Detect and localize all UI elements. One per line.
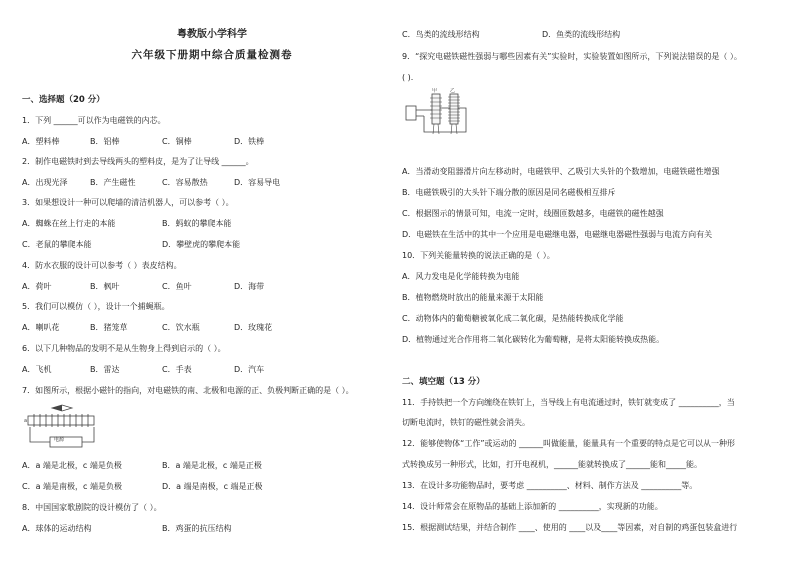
question-stem: 2．制作电磁铁时到去导线两头的塑料皮，是为了让导线 ______。 [22,157,254,166]
option-a: A．荷叶 [22,282,52,291]
option-a: A．当滑动变阻器滑片向左移动时，电磁铁甲、乙吸引大头针的个数增加，电磁铁磁性增强 [402,167,720,176]
question-stem: 3．如果想设计一种可以爬墙的清洁机器人，可以参考（ ）。 [22,198,234,207]
option-d: D．玫瑰花 [234,323,273,332]
fill-question: 11．手持铁把一个方向缠绕在铁钉上，当导线上有电流通过时，铁钉就变成了 __________，当 [402,398,735,407]
option-c: C．手表 [162,365,192,374]
question-stem: 5．我们可以模仿（ ），设计一个捕蝇瓶。 [22,302,170,311]
option-a: A．蜘蛛在丝上行走的本能 [22,219,116,228]
svg-text:a: a [24,418,28,424]
option-d: D．攀壁虎的攀爬本能 [162,240,241,249]
option-a: A．球体的运动结构 [22,524,92,533]
option-c: C．动物体内的葡萄糖被氧化成二氧化碳，是热能转换成化学能 [402,314,624,323]
option-d: D．植物通过光合作用将二氧化碳转化为葡萄糖，是将太阳能转换成热能。 [402,335,665,344]
option-d: D．汽车 [234,365,265,374]
option-c: C．容易散热 [162,178,208,187]
question-stem-continuation: ( ). [402,73,414,82]
fill-question: 15．根据测试结果，并结合制作 ____、使用的 ____以及____等因素，对自制的鸡蛋包装盒进行 [402,523,738,532]
option-d: D．电磁铁在生活中的其中一个应用是电磁继电器，电磁继电器磁性强弱与电流方向有关 [402,230,713,239]
option-d: D．鱼类的流线形结构 [542,30,621,39]
question-stem: 10．下列关能量转换的说法正确的是（ ）。 [402,251,555,260]
fill-question-continuation: 切断电流时，铁钉的磁性就会消失。 [402,418,530,427]
section-title-choice: 一、选择题（20 分） [22,95,105,105]
option-d: D．铁棒 [234,137,265,146]
document-subtitle: 六年级下册期中综合质量检测卷 [131,49,293,61]
option-c: C．根据图示的情景可知，电流一定时，线圈匝数越多，电磁铁的磁性越强 [402,209,664,218]
figure-label-power: 电源 [54,437,65,443]
question-stem: 4．防水衣服的设计可以参考（ ）表皮结构。 [22,261,182,270]
fill-question-continuation: 式转换成另一种形式，比如，打开电视机，______能就转换成了______能和_____能。 [402,460,702,469]
option-d: D．a 端是南极，c 端是正极 [162,482,263,491]
option-c: C．饮水瓶 [162,323,200,332]
option-b: B．鸡蛋的抗压结构 [162,524,232,533]
fill-question: 14．设计师常会在原物品的基础上添加新的 __________，实现新的功能。 [402,502,663,511]
option-b: B．枫叶 [90,282,120,291]
option-b: B．产生磁性 [90,178,136,187]
option-d: D．海带 [234,282,265,291]
option-a: A．飞机 [22,365,52,374]
option-a: A．出现光泽 [22,178,68,187]
option-c: C．铜棒 [162,137,192,146]
option-c: C．a 端是南极，c 端是负极 [22,482,122,491]
question-stem: 7．如图所示，根据小磁针的指向，对电磁铁的南、北极和电源的正、负极判断正确的是（ ）。 [22,386,354,395]
option-a: A．喇叭花 [22,323,60,332]
section-title-fill: 二、填空题（13 分） [402,377,485,387]
option-d: D．容易导电 [234,178,281,187]
option-b: B．雷达 [90,365,120,374]
document-title: 粤教版小学科学 [177,29,247,40]
fill-question: 12．能够使物体“工作”或运动的 ______叫做能量，能量具有一个重要的特点是它可以从一种形 [402,439,736,448]
fill-question: 13．在设计多功能物品时，要考虑 __________、材料、制作方法及 __________等。 [402,481,698,490]
option-a: A．风力发电是化学能转换为电能 [402,272,520,281]
option-b: B．电磁铁吸引的大头针下端分散的原因是同名磁极相互排斥 [402,188,616,197]
option-b: B．猪笼草 [90,323,128,332]
option-b: B．植物燃烧时放出的能量来源于太阳能 [402,293,544,302]
option-b: B．a 端是北极，c 端是正极 [162,461,262,470]
svg-text:甲: 甲 [432,88,438,94]
option-c: C．鸟类的流线形结构 [402,30,480,39]
electromagnet-compass-figure [22,402,102,452]
question-stem: 9．“探究电磁铁磁性强弱与哪些因素有关”实验时，实验装置如图所示，下列说法错误的是（ ）。 [402,52,742,61]
option-b: B．蚂蚁的攀爬本能 [162,219,232,228]
option-c: C．鱼叶 [162,282,192,291]
question-stem: 6．以下几种物品的发明不是从生物身上得到启示的（ ）。 [22,344,226,353]
question-stem: 1．下列 ______可以作为电磁铁的内芯。 [22,116,166,125]
option-a: A．塑料棒 [22,137,60,146]
option-a: A．a 端是北极，c 端是负极 [22,461,122,470]
option-b: B．铝棒 [90,137,120,146]
option-c: C．老鼠的攀爬本能 [22,240,92,249]
electromagnet-experiment-figure [404,88,474,140]
svg-text:乙: 乙 [450,88,456,94]
question-stem: 8．中国国家歌剧院的设计模仿了（ ）。 [22,503,162,512]
